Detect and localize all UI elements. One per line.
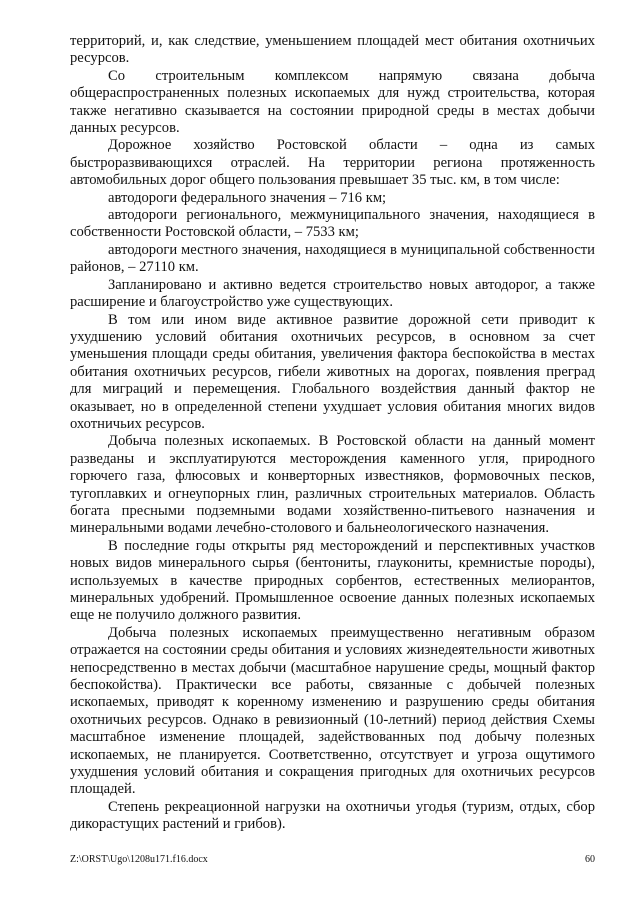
- file-path: Z:\ORST\Ugo\1208u171.f16.docx: [70, 854, 208, 865]
- page-footer: [70, 854, 595, 865]
- paragraph-3: Дорожное хозяйство Ростовской области – одна из самых быстроразвивающихся отраслей. На территории региона протяженность автомобильных дорог общего пользования превышает 35 тыс. км, в том числе:: [70, 137, 595, 189]
- paragraph-11: Добыча полезных ископаемых преимущественно негативным образом отражается на состоянии среды обитания и условиях жизнедеятельности животных непосредственно в местах добычи (масштабное нарушение среды, мощный фактор беспокойства). Практически все работы, связанные с добычей полезных ископаемых, приводят к коренному изменению и разрушению среды обитания охотничьих ресурсов. Однако в ревизионный (10-летний) период действия Схемы масштабное изменение площадей, задействованных под добычу полезных ископаемых, не планируется. Соответственно, отсутствует и угроза ощутимого ухудшения условий обитания и сокращения пригодных для охотничьих ресурсов площадей.: [70, 624, 595, 798]
- paragraph-7: Запланировано и активно ведется строительство новых автодорог, а также расширение и благоустройство уже существующих.: [70, 276, 595, 311]
- paragraph-1: территорий, и, как следствие, уменьшением площадей мест обитания охотничьих ресурсов.: [70, 33, 595, 67]
- paragraph-10: В последние годы открыты ряд месторождений и перспективных участков новых видов минерального сырья (бентониты, глаукониты, кремнистые породы), используемых в качестве природных сорбентов, естественных мелиорантов, минеральных удобрений. Промышленное освоение данных полезных ископаемых еще не получило должного развития.: [70, 537, 595, 624]
- body-text: [70, 33, 595, 834]
- paragraph-9: Добыча полезных ископаемых. В Ростовской области на данный момент разведаны и эксплуатируются месторождения каменного угля, природного горючего газа, флюсовых и конверторных известняков, формовочных песков, тугоплавких и огнеупорных глин, различных строительных материалов. Область богата пресными подземными водами хозяйственно-питьевого назначения и минеральными водами лечебно-столового и бальнеологического назначения.: [70, 433, 595, 537]
- paragraph-12: Степень рекреационной нагрузки на охотничьи угодья (туризм, отдых, сбор дикорастущих растений и грибов).: [70, 798, 595, 833]
- paragraph-6: автодороги местного значения, находящиеся в муниципальной собственности районов, – 27110 км.: [70, 241, 595, 276]
- paragraph-2: Со строительным комплексом напрямую связана добыча общераспространенных полезных ископаемых для нужд строительства, которая также негативно сказывается на состоянии природной среды в местах добычи данных ресурсов.: [70, 67, 595, 137]
- page-number: 60: [585, 854, 595, 865]
- paragraph-4: автодороги федерального значения – 716 км;: [108, 189, 387, 206]
- paragraph-5: автодороги регионального, межмуниципального значения, находящиеся в собственности Ростовской области, – 7533 км;: [70, 207, 595, 241]
- paragraph-8: В том или ином виде активное развитие дорожной сети приводит к ухудшению условий обитания охотничьих ресурсов, в основном за счет уменьшения площади среды обитания, увеличения фактора беспокойства в местах обитания охотничьих ресурсов, гибели животных на дорогах, появления преград для миграций и перемещения. Глобального воздействия данный фактор не оказывает, но в определенной степени ухудшает условия обитания многих видов охотничьих ресурсов.: [70, 311, 595, 432]
